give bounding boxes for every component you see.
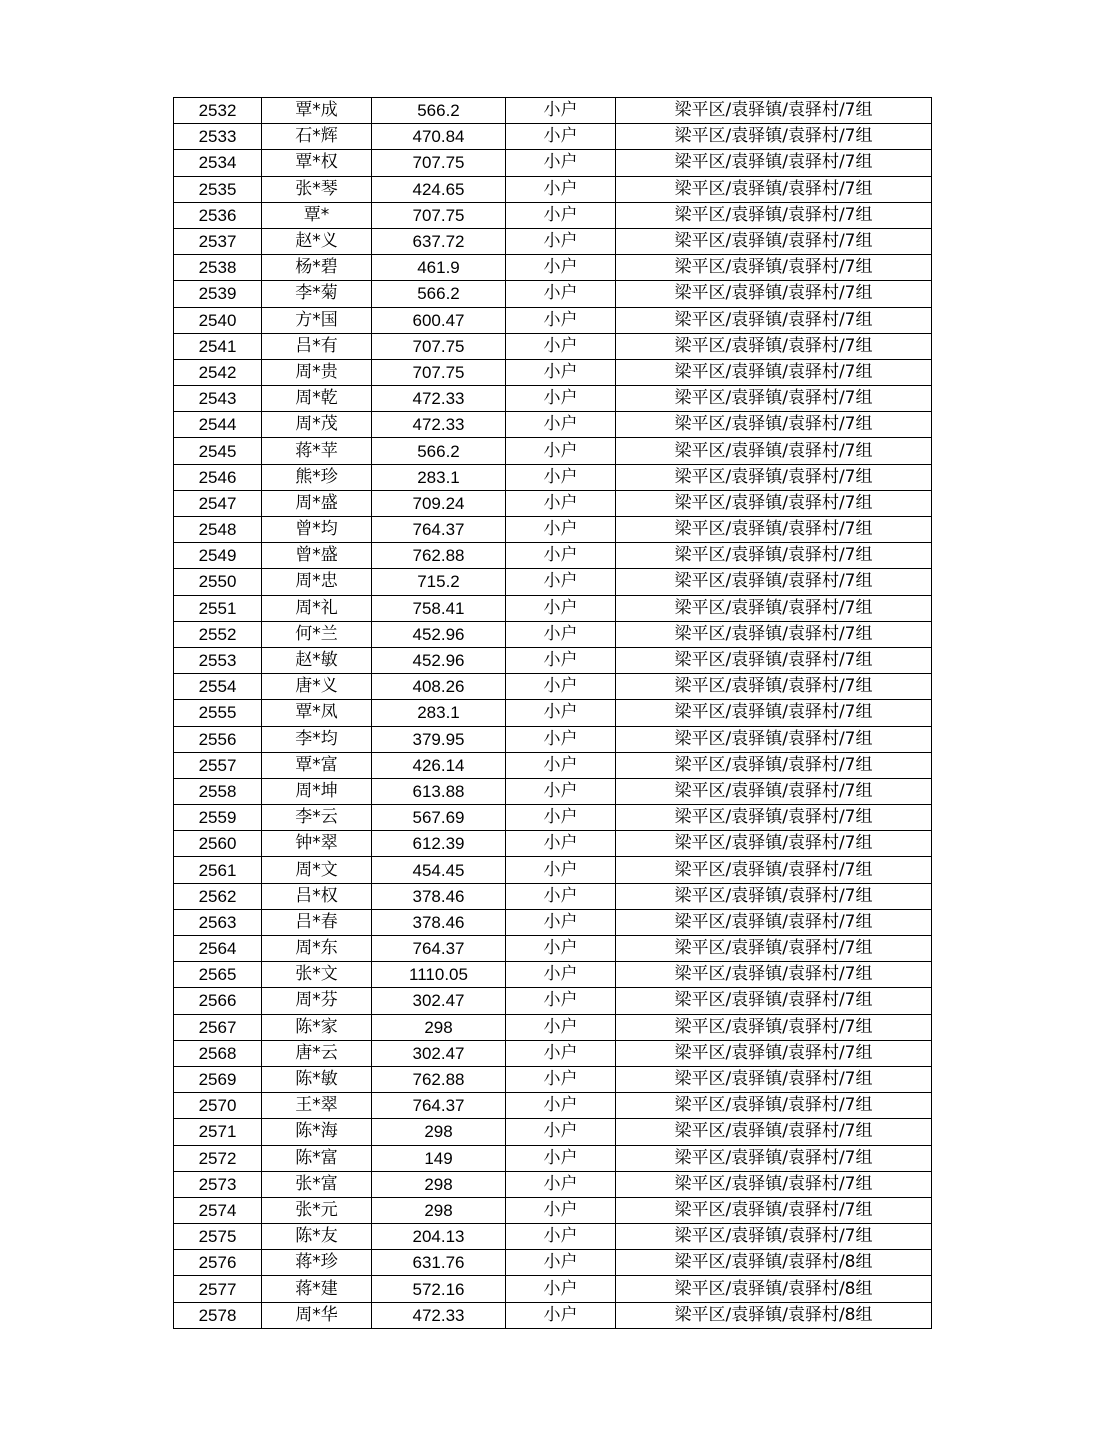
cell-name: 赵*敏 — [262, 647, 372, 673]
table-row — [174, 936, 932, 962]
cell-name: 曾*均 — [262, 517, 372, 543]
cell-address: 梁平区/袁驿镇/袁驿村/7组 — [616, 176, 932, 202]
cell-type: 小户 — [506, 674, 616, 700]
cell-address: 梁平区/袁驿镇/袁驿村/7组 — [616, 1224, 932, 1250]
cell-address: 梁平区/袁驿镇/袁驿村/7组 — [616, 1145, 932, 1171]
cell-type: 小户 — [506, 1224, 616, 1250]
cell-address: 梁平区/袁驿镇/袁驿村/7组 — [616, 543, 932, 569]
cell-name: 陈*富 — [262, 1145, 372, 1171]
cell-address: 梁平区/袁驿镇/袁驿村/7组 — [616, 752, 932, 778]
cell-amount: 707.75 — [372, 333, 506, 359]
cell-address: 梁平区/袁驿镇/袁驿村/7组 — [616, 569, 932, 595]
cell-id: 2549 — [174, 543, 262, 569]
cell-address: 梁平区/袁驿镇/袁驿村/8组 — [616, 1250, 932, 1276]
cell-address: 梁平区/袁驿镇/袁驿村/7组 — [616, 909, 932, 935]
cell-address: 梁平区/袁驿镇/袁驿村/7组 — [616, 595, 932, 621]
table-row — [174, 988, 932, 1014]
cell-name: 周*文 — [262, 857, 372, 883]
cell-address: 梁平区/袁驿镇/袁驿村/7组 — [616, 386, 932, 412]
document-table-container — [173, 97, 931, 1329]
cell-id: 2544 — [174, 412, 262, 438]
table-row — [174, 1171, 932, 1197]
cell-id: 2533 — [174, 124, 262, 150]
cell-amount: 426.14 — [372, 752, 506, 778]
cell-type: 小户 — [506, 962, 616, 988]
cell-type: 小户 — [506, 805, 616, 831]
cell-address: 梁平区/袁驿镇/袁驿村/7组 — [616, 883, 932, 909]
cell-amount: 600.47 — [372, 307, 506, 333]
table-row — [174, 883, 932, 909]
cell-amount: 762.88 — [372, 1066, 506, 1092]
cell-id: 2535 — [174, 176, 262, 202]
cell-name: 吕*春 — [262, 909, 372, 935]
table-row — [174, 307, 932, 333]
cell-name: 张*琴 — [262, 176, 372, 202]
table-row — [174, 150, 932, 176]
cell-id: 2562 — [174, 883, 262, 909]
cell-address: 梁平区/袁驿镇/袁驿村/7组 — [616, 333, 932, 359]
cell-id: 2551 — [174, 595, 262, 621]
cell-type: 小户 — [506, 359, 616, 385]
cell-type: 小户 — [506, 595, 616, 621]
cell-type: 小户 — [506, 438, 616, 464]
table-row — [174, 674, 932, 700]
cell-name: 吕*权 — [262, 883, 372, 909]
cell-type: 小户 — [506, 228, 616, 254]
cell-type: 小户 — [506, 831, 616, 857]
cell-name: 周*盛 — [262, 490, 372, 516]
cell-address: 梁平区/袁驿镇/袁驿村/7组 — [616, 464, 932, 490]
table-row — [174, 543, 932, 569]
cell-name: 蒋*建 — [262, 1276, 372, 1302]
cell-id: 2546 — [174, 464, 262, 490]
cell-amount: 452.96 — [372, 621, 506, 647]
cell-id: 2536 — [174, 202, 262, 228]
cell-type: 小户 — [506, 176, 616, 202]
cell-amount: 709.24 — [372, 490, 506, 516]
cell-amount: 762.88 — [372, 543, 506, 569]
cell-id: 2552 — [174, 621, 262, 647]
cell-name: 周*坤 — [262, 778, 372, 804]
cell-type: 小户 — [506, 700, 616, 726]
cell-id: 2543 — [174, 386, 262, 412]
cell-amount: 461.9 — [372, 255, 506, 281]
cell-address: 梁平区/袁驿镇/袁驿村/7组 — [616, 517, 932, 543]
cell-amount: 408.26 — [372, 674, 506, 700]
table-row — [174, 909, 932, 935]
cell-address: 梁平区/袁驿镇/袁驿村/7组 — [616, 202, 932, 228]
cell-id: 2542 — [174, 359, 262, 385]
cell-type: 小户 — [506, 1119, 616, 1145]
table-row — [174, 569, 932, 595]
cell-name: 李*云 — [262, 805, 372, 831]
cell-name: 周*东 — [262, 936, 372, 962]
cell-name: 李*均 — [262, 726, 372, 752]
cell-id: 2576 — [174, 1250, 262, 1276]
cell-id: 2570 — [174, 1093, 262, 1119]
cell-id: 2558 — [174, 778, 262, 804]
cell-type: 小户 — [506, 883, 616, 909]
cell-amount: 764.37 — [372, 1093, 506, 1119]
cell-address: 梁平区/袁驿镇/袁驿村/7组 — [616, 1066, 932, 1092]
table-row — [174, 412, 932, 438]
cell-id: 2577 — [174, 1276, 262, 1302]
table-row — [174, 386, 932, 412]
table-row — [174, 595, 932, 621]
cell-name: 熊*珍 — [262, 464, 372, 490]
cell-id: 2555 — [174, 700, 262, 726]
cell-address: 梁平区/袁驿镇/袁驿村/7组 — [616, 1040, 932, 1066]
table-row — [174, 1302, 932, 1328]
cell-id: 2539 — [174, 281, 262, 307]
cell-id: 2534 — [174, 150, 262, 176]
cell-type: 小户 — [506, 857, 616, 883]
cell-id: 2557 — [174, 752, 262, 778]
cell-id: 2572 — [174, 1145, 262, 1171]
table-row — [174, 831, 932, 857]
cell-address: 梁平区/袁驿镇/袁驿村/8组 — [616, 1302, 932, 1328]
cell-name: 周*贵 — [262, 359, 372, 385]
cell-type: 小户 — [506, 988, 616, 1014]
cell-name: 陈*海 — [262, 1119, 372, 1145]
table-row — [174, 726, 932, 752]
cell-address: 梁平区/袁驿镇/袁驿村/7组 — [616, 1171, 932, 1197]
table-row — [174, 1145, 932, 1171]
cell-amount: 758.41 — [372, 595, 506, 621]
cell-amount: 707.75 — [372, 150, 506, 176]
cell-type: 小户 — [506, 569, 616, 595]
table-row — [174, 1276, 932, 1302]
table-row — [174, 228, 932, 254]
cell-name: 周*乾 — [262, 386, 372, 412]
cell-id: 2560 — [174, 831, 262, 857]
cell-address: 梁平区/袁驿镇/袁驿村/7组 — [616, 831, 932, 857]
cell-amount: 764.37 — [372, 936, 506, 962]
cell-name: 王*翠 — [262, 1093, 372, 1119]
cell-type: 小户 — [506, 778, 616, 804]
cell-type: 小户 — [506, 1302, 616, 1328]
cell-id: 2569 — [174, 1066, 262, 1092]
cell-address: 梁平区/袁驿镇/袁驿村/7组 — [616, 255, 932, 281]
cell-address: 梁平区/袁驿镇/袁驿村/7组 — [616, 490, 932, 516]
cell-amount: 470.84 — [372, 124, 506, 150]
cell-type: 小户 — [506, 281, 616, 307]
cell-amount: 707.75 — [372, 202, 506, 228]
cell-amount: 472.33 — [372, 1302, 506, 1328]
cell-id: 2553 — [174, 647, 262, 673]
table-row — [174, 1040, 932, 1066]
cell-amount: 707.75 — [372, 359, 506, 385]
cell-type: 小户 — [506, 307, 616, 333]
table-row — [174, 490, 932, 516]
table-row — [174, 124, 932, 150]
cell-address: 梁平区/袁驿镇/袁驿村/7组 — [616, 778, 932, 804]
cell-amount: 472.33 — [372, 386, 506, 412]
table-row — [174, 1119, 932, 1145]
cell-amount: 298 — [372, 1119, 506, 1145]
cell-name: 覃*富 — [262, 752, 372, 778]
cell-id: 2547 — [174, 490, 262, 516]
cell-address: 梁平区/袁驿镇/袁驿村/7组 — [616, 805, 932, 831]
cell-id: 2571 — [174, 1119, 262, 1145]
table-row — [174, 857, 932, 883]
cell-type: 小户 — [506, 490, 616, 516]
cell-amount: 452.96 — [372, 647, 506, 673]
cell-name: 周*华 — [262, 1302, 372, 1328]
cell-address: 梁平区/袁驿镇/袁驿村/7组 — [616, 359, 932, 385]
cell-id: 2565 — [174, 962, 262, 988]
cell-id: 2568 — [174, 1040, 262, 1066]
table-row — [174, 700, 932, 726]
cell-address: 梁平区/袁驿镇/袁驿村/7组 — [616, 438, 932, 464]
cell-amount: 612.39 — [372, 831, 506, 857]
cell-address: 梁平区/袁驿镇/袁驿村/7组 — [616, 228, 932, 254]
cell-address: 梁平区/袁驿镇/袁驿村/7组 — [616, 700, 932, 726]
cell-type: 小户 — [506, 150, 616, 176]
cell-amount: 715.2 — [372, 569, 506, 595]
cell-type: 小户 — [506, 1145, 616, 1171]
cell-type: 小户 — [506, 124, 616, 150]
cell-name: 覃*凤 — [262, 700, 372, 726]
cell-amount: 283.1 — [372, 700, 506, 726]
cell-amount: 764.37 — [372, 517, 506, 543]
cell-amount: 566.2 — [372, 281, 506, 307]
cell-id: 2567 — [174, 1014, 262, 1040]
cell-address: 梁平区/袁驿镇/袁驿村/7组 — [616, 124, 932, 150]
table-row — [174, 98, 932, 124]
cell-address: 梁平区/袁驿镇/袁驿村/7组 — [616, 307, 932, 333]
cell-id: 2556 — [174, 726, 262, 752]
cell-id: 2578 — [174, 1302, 262, 1328]
cell-id: 2561 — [174, 857, 262, 883]
cell-id: 2554 — [174, 674, 262, 700]
cell-name: 吕*有 — [262, 333, 372, 359]
cell-address: 梁平区/袁驿镇/袁驿村/7组 — [616, 412, 932, 438]
cell-address: 梁平区/袁驿镇/袁驿村/7组 — [616, 150, 932, 176]
cell-id: 2540 — [174, 307, 262, 333]
cell-id: 2532 — [174, 98, 262, 124]
table-row — [174, 359, 932, 385]
cell-amount: 378.46 — [372, 909, 506, 935]
cell-name: 方*国 — [262, 307, 372, 333]
cell-address: 梁平区/袁驿镇/袁驿村/7组 — [616, 281, 932, 307]
cell-address: 梁平区/袁驿镇/袁驿村/7组 — [616, 674, 932, 700]
cell-type: 小户 — [506, 1171, 616, 1197]
household-table — [173, 97, 932, 1329]
cell-name: 石*辉 — [262, 124, 372, 150]
cell-name: 周*芬 — [262, 988, 372, 1014]
cell-address: 梁平区/袁驿镇/袁驿村/7组 — [616, 1093, 932, 1119]
table-body — [174, 98, 932, 1329]
cell-address: 梁平区/袁驿镇/袁驿村/7组 — [616, 1014, 932, 1040]
cell-amount: 298 — [372, 1014, 506, 1040]
cell-name: 周*礼 — [262, 595, 372, 621]
table-row — [174, 1224, 932, 1250]
table-row — [174, 1250, 932, 1276]
cell-type: 小户 — [506, 936, 616, 962]
cell-name: 覃* — [262, 202, 372, 228]
cell-name: 蒋*苹 — [262, 438, 372, 464]
table-row — [174, 752, 932, 778]
cell-address: 梁平区/袁驿镇/袁驿村/7组 — [616, 726, 932, 752]
table-row — [174, 1014, 932, 1040]
table-row — [174, 255, 932, 281]
cell-amount: 302.47 — [372, 988, 506, 1014]
cell-name: 唐*云 — [262, 1040, 372, 1066]
table-row — [174, 464, 932, 490]
cell-name: 覃*成 — [262, 98, 372, 124]
cell-name: 覃*权 — [262, 150, 372, 176]
cell-type: 小户 — [506, 98, 616, 124]
cell-amount: 613.88 — [372, 778, 506, 804]
table-row — [174, 202, 932, 228]
cell-type: 小户 — [506, 255, 616, 281]
cell-amount: 204.13 — [372, 1224, 506, 1250]
cell-name: 李*菊 — [262, 281, 372, 307]
cell-name: 周*茂 — [262, 412, 372, 438]
cell-name: 陈*友 — [262, 1224, 372, 1250]
cell-name: 蒋*珍 — [262, 1250, 372, 1276]
table-row — [174, 1093, 932, 1119]
cell-amount: 424.65 — [372, 176, 506, 202]
cell-name: 杨*碧 — [262, 255, 372, 281]
cell-amount: 298 — [372, 1171, 506, 1197]
cell-amount: 566.2 — [372, 98, 506, 124]
cell-address: 梁平区/袁驿镇/袁驿村/7组 — [616, 98, 932, 124]
table-row — [174, 647, 932, 673]
cell-name: 陈*敏 — [262, 1066, 372, 1092]
cell-amount: 566.2 — [372, 438, 506, 464]
cell-name: 张*元 — [262, 1197, 372, 1223]
cell-name: 赵*义 — [262, 228, 372, 254]
cell-amount: 283.1 — [372, 464, 506, 490]
cell-amount: 567.69 — [372, 805, 506, 831]
cell-name: 周*忠 — [262, 569, 372, 595]
cell-address: 梁平区/袁驿镇/袁驿村/7组 — [616, 857, 932, 883]
cell-amount: 1110.05 — [372, 962, 506, 988]
cell-id: 2537 — [174, 228, 262, 254]
table-row — [174, 1197, 932, 1223]
cell-address: 梁平区/袁驿镇/袁驿村/7组 — [616, 621, 932, 647]
cell-type: 小户 — [506, 1197, 616, 1223]
cell-type: 小户 — [506, 202, 616, 228]
cell-type: 小户 — [506, 752, 616, 778]
table-row — [174, 805, 932, 831]
cell-address: 梁平区/袁驿镇/袁驿村/7组 — [616, 962, 932, 988]
cell-type: 小户 — [506, 647, 616, 673]
cell-id: 2548 — [174, 517, 262, 543]
cell-id: 2574 — [174, 1197, 262, 1223]
table-row — [174, 1066, 932, 1092]
cell-name: 曾*盛 — [262, 543, 372, 569]
cell-address: 梁平区/袁驿镇/袁驿村/7组 — [616, 1197, 932, 1223]
cell-address: 梁平区/袁驿镇/袁驿村/7组 — [616, 988, 932, 1014]
cell-id: 2550 — [174, 569, 262, 595]
cell-id: 2559 — [174, 805, 262, 831]
table-row — [174, 333, 932, 359]
cell-id: 2563 — [174, 909, 262, 935]
cell-type: 小户 — [506, 412, 616, 438]
cell-id: 2573 — [174, 1171, 262, 1197]
cell-name: 张*富 — [262, 1171, 372, 1197]
cell-id: 2538 — [174, 255, 262, 281]
cell-id: 2566 — [174, 988, 262, 1014]
cell-address: 梁平区/袁驿镇/袁驿村/7组 — [616, 936, 932, 962]
cell-amount: 631.76 — [372, 1250, 506, 1276]
cell-name: 陈*家 — [262, 1014, 372, 1040]
cell-type: 小户 — [506, 517, 616, 543]
cell-name: 张*文 — [262, 962, 372, 988]
cell-type: 小户 — [506, 1093, 616, 1119]
cell-amount: 572.16 — [372, 1276, 506, 1302]
table-row — [174, 281, 932, 307]
table-row — [174, 176, 932, 202]
cell-type: 小户 — [506, 621, 616, 647]
table-row — [174, 778, 932, 804]
cell-amount: 637.72 — [372, 228, 506, 254]
cell-type: 小户 — [506, 333, 616, 359]
cell-type: 小户 — [506, 1040, 616, 1066]
cell-name: 钟*翠 — [262, 831, 372, 857]
cell-id: 2541 — [174, 333, 262, 359]
cell-type: 小户 — [506, 1276, 616, 1302]
cell-address: 梁平区/袁驿镇/袁驿村/7组 — [616, 647, 932, 673]
table-row — [174, 517, 932, 543]
cell-name: 何*兰 — [262, 621, 372, 647]
cell-amount: 454.45 — [372, 857, 506, 883]
cell-type: 小户 — [506, 1066, 616, 1092]
table-row — [174, 962, 932, 988]
cell-type: 小户 — [506, 543, 616, 569]
cell-amount: 472.33 — [372, 412, 506, 438]
cell-amount: 149 — [372, 1145, 506, 1171]
cell-type: 小户 — [506, 1250, 616, 1276]
cell-type: 小户 — [506, 1014, 616, 1040]
cell-amount: 302.47 — [372, 1040, 506, 1066]
cell-id: 2564 — [174, 936, 262, 962]
cell-type: 小户 — [506, 726, 616, 752]
cell-type: 小户 — [506, 386, 616, 412]
table-row — [174, 621, 932, 647]
cell-amount: 379.95 — [372, 726, 506, 752]
cell-id: 2575 — [174, 1224, 262, 1250]
table-row — [174, 438, 932, 464]
cell-type: 小户 — [506, 464, 616, 490]
cell-address: 梁平区/袁驿镇/袁驿村/8组 — [616, 1276, 932, 1302]
cell-amount: 378.46 — [372, 883, 506, 909]
cell-name: 唐*义 — [262, 674, 372, 700]
cell-address: 梁平区/袁驿镇/袁驿村/7组 — [616, 1119, 932, 1145]
cell-amount: 298 — [372, 1197, 506, 1223]
cell-type: 小户 — [506, 909, 616, 935]
cell-id: 2545 — [174, 438, 262, 464]
